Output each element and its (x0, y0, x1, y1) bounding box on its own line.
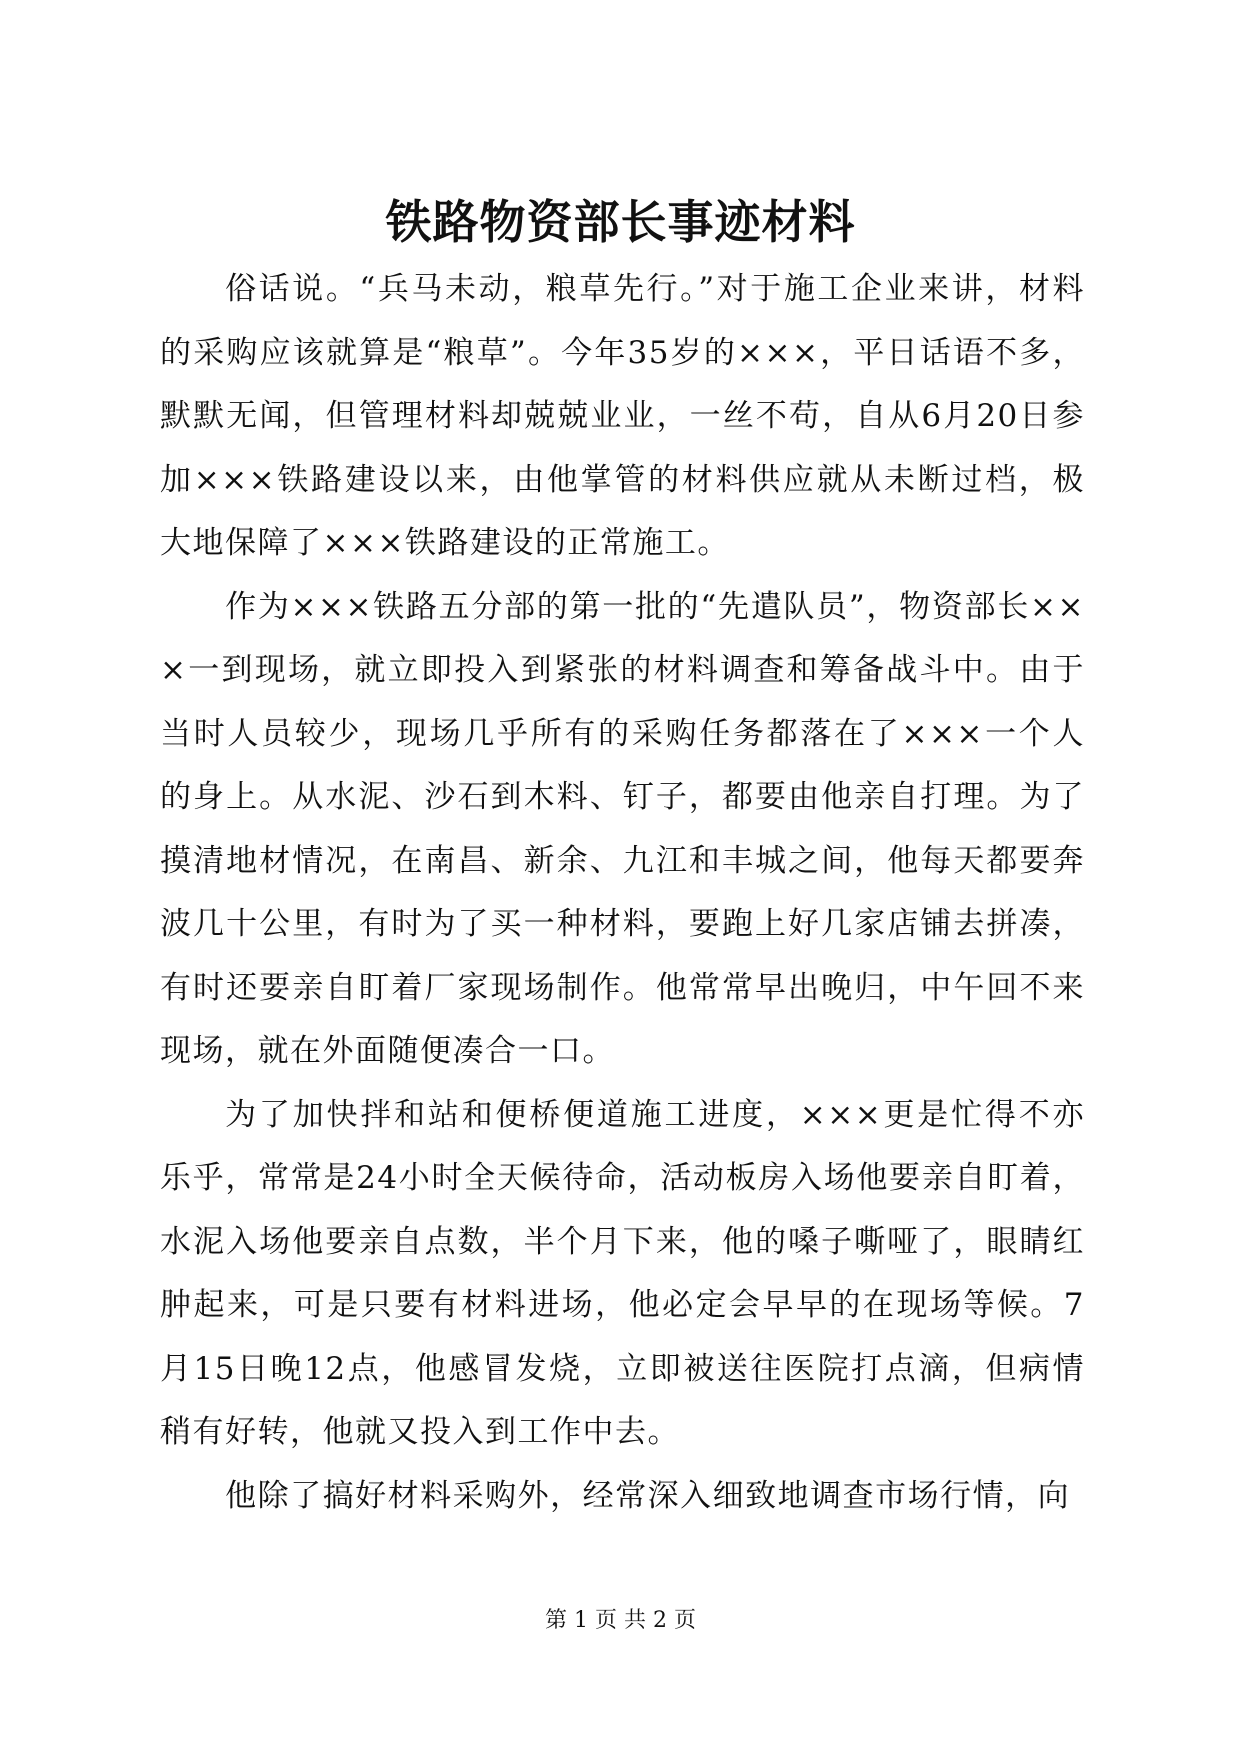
page-title: 铁路物资部长事迹材料 (385, 195, 856, 249)
paragraph-1: 俗话说。“兵马未动，粮草先行。”对于施工企业来讲，材料的采购应该就算是“粮草”。今年35岁的×××，平日话语不多，默默无闻，但管理材料却兢兢业业，一丝不苟，自从6月20日参加×××铁路建设以来，由他掌管的材料供应就从未断过档，极大地保障了×××铁路建设的正常施工。 (160, 271, 1085, 561)
paragraph-4: 他除了搞好材料采购外，经常深入细致地调查市场行情，向 (225, 1477, 1071, 1514)
paragraph-3: 为了加快拌和站和便桥便道施工进度，×××更是忙得不亦乐乎，常常是24小时全天候待命，活动板房入场他要亲自盯着，水泥入场他要亲自点数，半个月下来，他的嗓子嘶哑了，眼睛红肿起来，可是只要有材料进场，他必定会早早的在现场等候。7月15日晚12点，他感冒发烧，立即被送往医院打点滴，但病情稍有好转，他就又投入到工作中去。 (160, 1096, 1085, 1450)
page-number-footer: 第 1 页 共 2 页 (545, 1608, 696, 1633)
paragraph-2: 作为×××铁路五分部的第一批的“先遣队员”，物资部长×××一到现场，就立即投入到紧张的材料调查和筹备战斗中。由于当时人员较少，现场几乎所有的采购任务都落在了×××一个人的身上。从水泥、沙石到木料、钉子，都要由他亲自打理。为了摸清地材情况，在南昌、新余、九江和丰城之间，他每天都要奔波几十公里，有时为了买一种材料，要跑上好几家店铺去拼凑，有时还要亲自盯着厂家现场制作。他常常早出晚归，中午回不来现场，就在外面随便凑合一口。 (160, 588, 1085, 1069)
document-body (160, 258, 1085, 1528)
